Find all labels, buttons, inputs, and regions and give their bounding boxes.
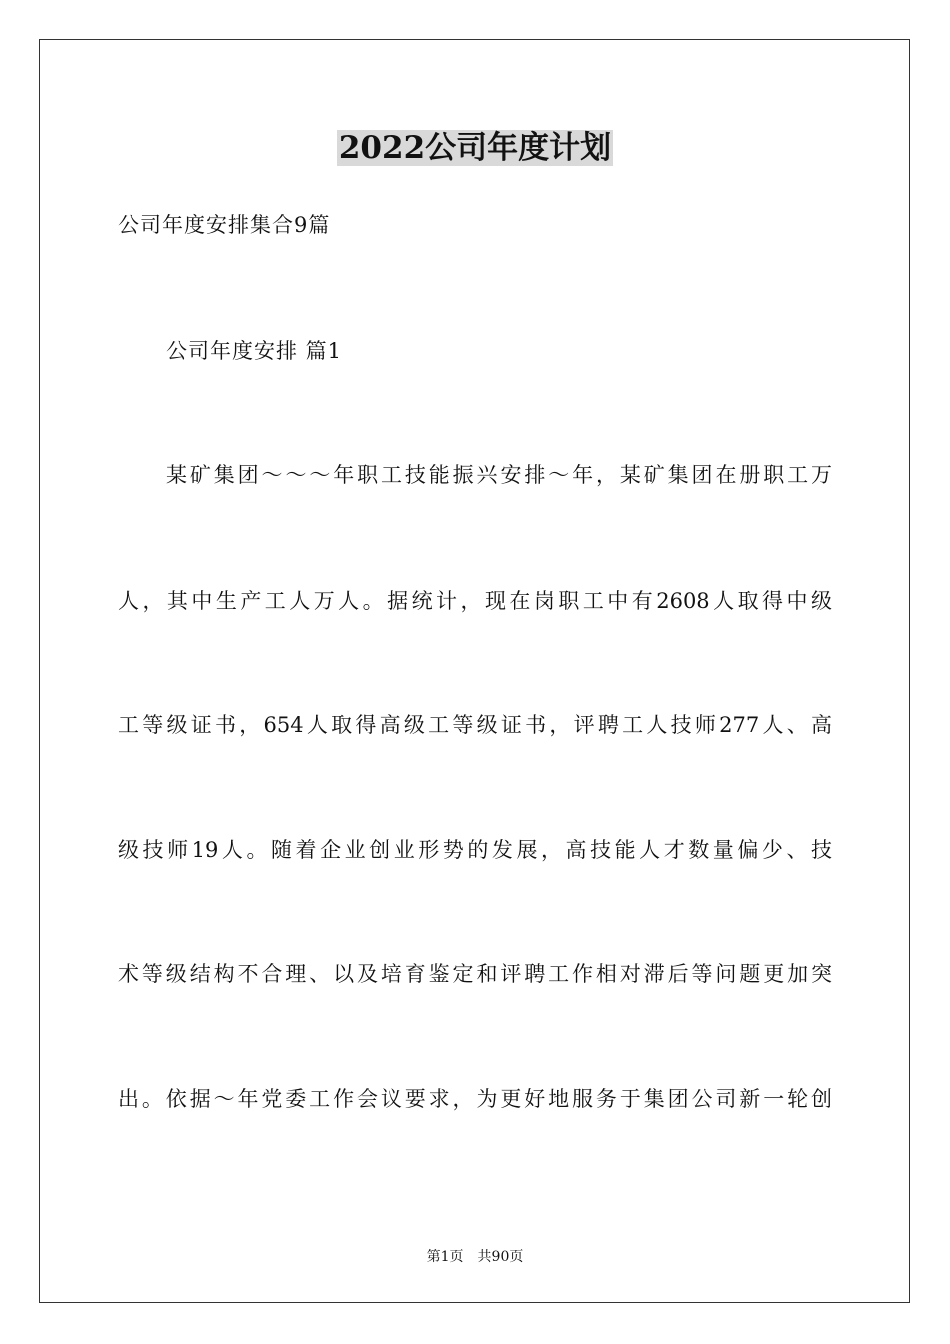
document-subtitle: 公司年度安排集合9篇 bbox=[118, 213, 331, 237]
section-heading: 公司年度安排 篇1 bbox=[166, 339, 343, 363]
page-total: 共90页 bbox=[477, 1249, 524, 1265]
body-line: 级技师19人。随着企业创业形势的发展，高技能人才数量偏少、技 bbox=[118, 838, 832, 862]
body-line: 某矿集团～～～年职工技能振兴安排～年，某矿集团在册职工万 bbox=[166, 463, 832, 487]
page-footer bbox=[0, 1248, 950, 1266]
body-line: 人，其中生产工人万人。据统计，现在岗职工中有2608人取得中级 bbox=[118, 589, 832, 613]
document-title bbox=[0, 126, 950, 170]
body-line: 出。依据～年党委工作会议要求，为更好地服务于集团公司新一轮创 bbox=[118, 1087, 832, 1111]
body-line: 工等级证书，654人取得高级工等级证书，评聘工人技师277人、高 bbox=[118, 713, 832, 737]
body-line: 术等级结构不合理、以及培育鉴定和评聘工作相对滞后等问题更加突 bbox=[118, 962, 832, 986]
page-number: 第1页 bbox=[426, 1249, 464, 1265]
document-title-text: 2022公司年度计划 bbox=[338, 130, 612, 166]
